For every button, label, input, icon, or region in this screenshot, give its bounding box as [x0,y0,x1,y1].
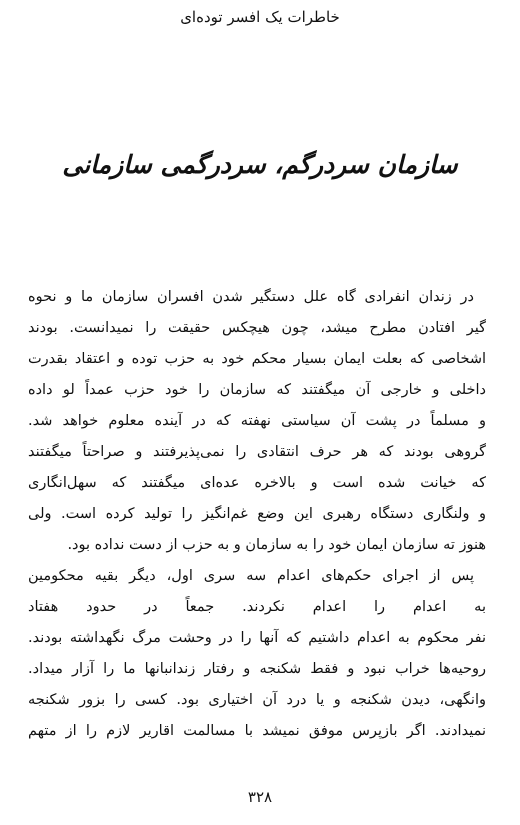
text-line: و مسلماً در پشت آن سیاستی نهفته که در آینده معلوم خواهد شد. [28,413,486,429]
text-line: روحیه‌ها خراب نبود و فقط شکنجه و رفتار زندانبانها ما را آزار میداد. [28,661,486,677]
text-line: نمیدادند. اگر بازپرس موفق نمیشد با مسالمت اقاریر لازم را از متهم [28,723,486,739]
text-line: اشخاصی که بعلت ایمان بسیار محکم خود به حزب توده و اعتقاد بقدرت [28,351,486,367]
running-head: خاطرات یک افسر توده‌ای [180,8,340,26]
text-line: نفر محکوم به اعدام داشتیم که آنها را در وحشت مرگ نگهداشته بودند. [28,630,486,646]
text-line: پس از اجرای حکم‌های اعدام سه سری اول، دیگر بقیه محکومین [28,568,474,584]
text-line: در زندان انفرادی گاه علل دستگیر شدن افسران سازمان ما و نحوه [28,289,474,305]
text-line: داخلی و خارجی آن میگفتند که سازمان را خود حزب عمداً لو داده [28,382,486,398]
chapter-title: سازمان سردرگم، سردرگمی سازمانی [62,150,458,179]
text-line: گیر افتادن مطرح میشد، چون هیچکس حقیقت را نمیدانست. بودند [28,320,486,336]
body-text [28,282,486,747]
text-line: و ولنگاری دستگاه رهبری این وضع غم‌انگیز را تولید کرده است. ولی [28,506,486,522]
text-line: به اعدام را اعدام نکردند. جمعاً در حدود هفتاد [28,599,486,615]
text-line: وانگهی، دیدن شکنجه و یا درد آن اختیاری بود. کسی را بزور شکنجه [28,692,486,708]
text-line: که خیانت شده است و بالاخره عده‌ای میگفتند که سهل‌انگاری [28,475,486,491]
text-line: هنوز ته سازمان ایمان خود را به سازمان و به حزب از دست نداده بود. [67,537,486,553]
text-line: گروهی بودند که هر حرف انتقادی را نمی‌پذیرفتند و صراحتاً میگفتند [28,444,486,460]
page-number: ۳۲۸ [247,788,273,806]
